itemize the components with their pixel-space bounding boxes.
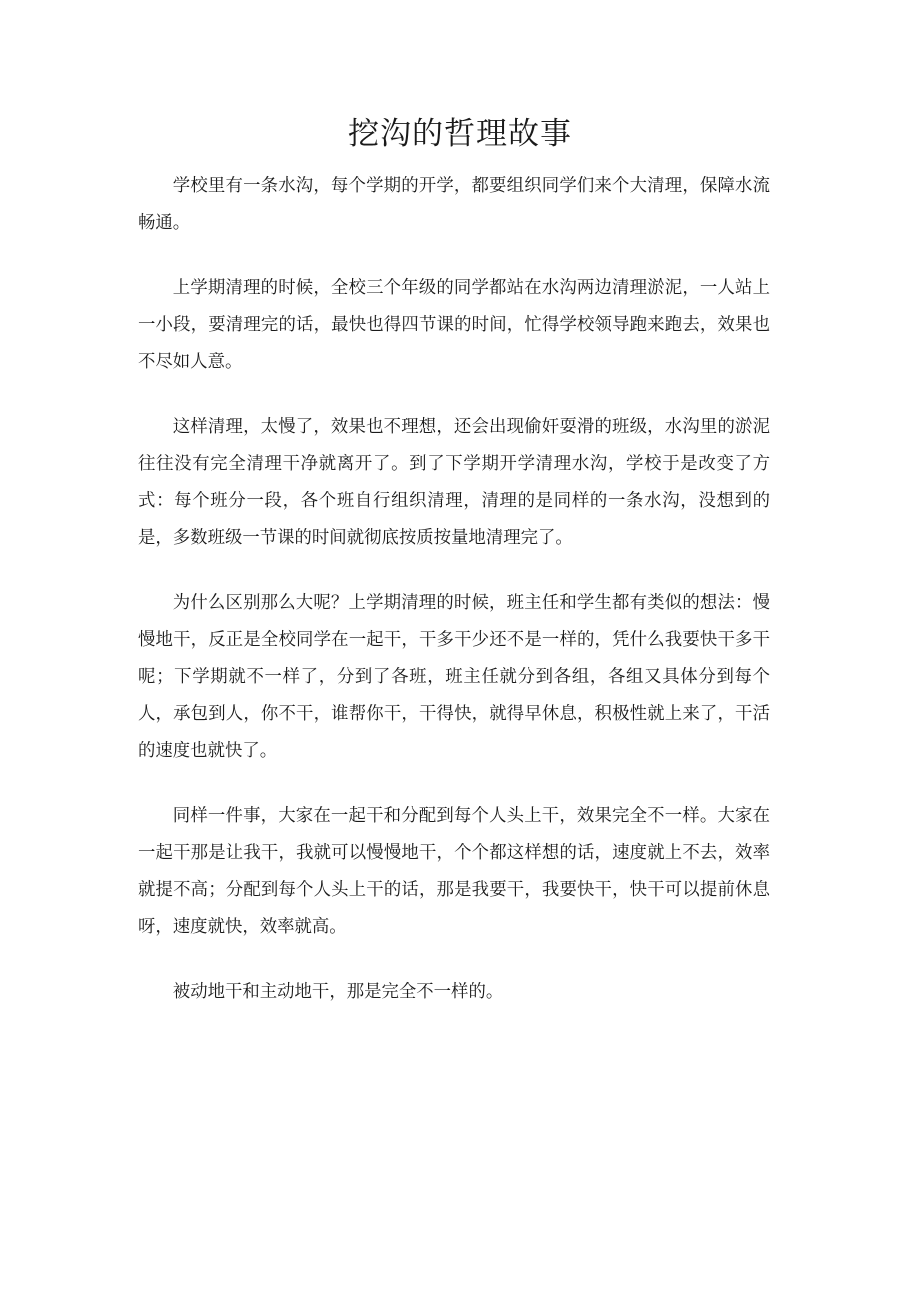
paragraph-2: 上学期清理的时候，全校三个年级的同学都站在水沟两边清理淤泥，一人站上一小段，要清理完的话，最快也得四节课的时间，忙得学校领导跑来跑去，效果也不尽如人意。 <box>138 278 770 372</box>
paragraph-5: 同样一件事，大家在一起干和分配到每个人头上干，效果完全不一样。大家在一起干那是让我干，我就可以慢慢地干，个个都这样想的话，速度就上不去，效率就提不高；分配到每个人头上干的话，那是我要干，我要快干，快干可以提前休息呀，速度就快，效率就高。 <box>138 806 770 937</box>
paragraph-4: 为什么区别那么大呢？上学期清理的时候，班主任和学生都有类似的想法：慢慢地干，反正是全校同学在一起干，干多干少还不是一样的，凭什么我要快干多干呢；下学期就不一样了，分到了各班，班主任就分到各组，各组又具体分到每个人，承包到人，你不干，谁帮你干，干得快，就得早休息，积极性就上来了，干活的速度也就快了。 <box>138 593 770 761</box>
paragraph-3: 这样清理，太慢了，效果也不理想，还会出现偷奸耍滑的班级，水沟里的淤泥往往没有完全清理干净就离开了。到了下学期开学清理水沟，学校于是改变了方式：每个班分一段，各个班自行组织清理，清理的是同样的一条水沟，没想到的是，多数班级一节课的时间就彻底按质按量地清理完了。 <box>138 417 770 548</box>
document-body <box>138 168 770 1039</box>
paragraph-6: 被动地干和主动地干，那是完全不一样的。 <box>172 982 504 1002</box>
paragraph-1: 学校里有一条水沟，每个学期的开学，都要组织同学们来个大清理，保障水流畅通。 <box>138 176 770 233</box>
document-title: 挖沟的哲理故事 <box>348 116 572 152</box>
